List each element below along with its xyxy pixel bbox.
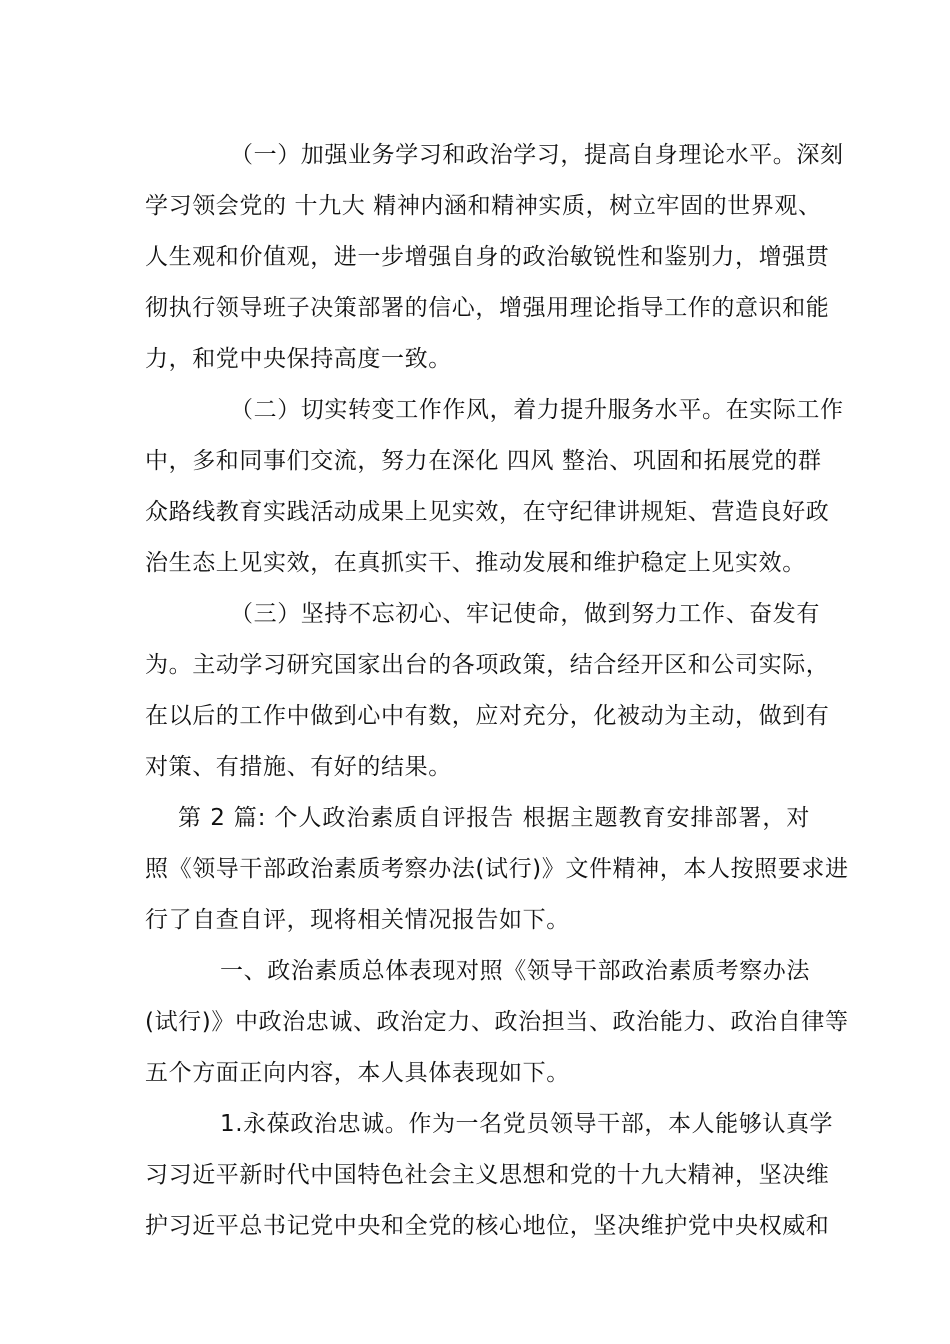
text-line-1: （一）加强业务学习和政治学习，提高自身理论水平。深刻 — [230, 142, 844, 168]
text-line-8: 众路线教育实践活动成果上见实效，在守纪律讲规矩、营造良好政 — [145, 499, 830, 525]
text-line-22: 护习近平总书记党中央和全党的核心地位，坚决维护党中央权威和 — [145, 1213, 830, 1239]
text-line-6: （二）切实转变工作作风，着力提升服务水平。在实际工作 — [230, 397, 844, 423]
text-line-13: 对策、有措施、有好的结果。 — [145, 754, 452, 780]
text-line-9: 治生态上见实效，在真抓实干、推动发展和维护稳定上见实效。 — [145, 550, 806, 576]
text-line-4: 彻执行领导班子决策部署的信心，增强用理论指导工作的意识和能 — [145, 295, 830, 321]
text-line-20: 1.永葆政治忠诚。作为一名党员领导干部，本人能够认真学 — [220, 1111, 834, 1137]
text-line-21: 习习近平新时代中国特色社会主义思想和党的十九大精神，坚决维 — [145, 1162, 830, 1188]
text-line-14: 第 2 篇: 个人政治素质自评报告 根据主题教育安排部署，对 — [178, 805, 810, 831]
text-line-3: 人生观和价值观，进一步增强自身的政治敏锐性和鉴别力，增强贯 — [145, 244, 830, 270]
text-line-16: 行了自查自评，现将相关情况报告如下。 — [145, 907, 570, 933]
text-line-11: 为。主动学习研究国家出台的各项政策，结合经开区和公司实际， — [145, 652, 830, 678]
text-line-19: 五个方面正向内容，本人具体表现如下。 — [145, 1060, 570, 1086]
text-line-12: 在以后的工作中做到心中有数，应对充分，化被动为主动，做到有 — [145, 703, 830, 729]
text-line-5: 力，和党中央保持高度一致。 — [145, 346, 452, 372]
text-line-7: 中，多和同事们交流，努力在深化 四风 整治、巩固和拓展党的群 — [145, 448, 822, 474]
text-line-18: (试行)》中政治忠诚、政治定力、政治担当、政治能力、政治自律等 — [145, 1009, 849, 1035]
text-line-10: （三）坚持不忘初心、牢记使命，做到努力工作、奋发有 — [230, 601, 820, 627]
text-line-2: 学习领会党的 十九大 精神内涵和精神实质，树立牢固的世界观、 — [145, 193, 822, 219]
text-line-15: 照《领导干部政治素质考察办法(试行)》文件精神，本人按照要求进 — [145, 856, 849, 882]
text-line-17: 一、政治素质总体表现对照《领导干部政治素质考察办法 — [220, 958, 810, 984]
